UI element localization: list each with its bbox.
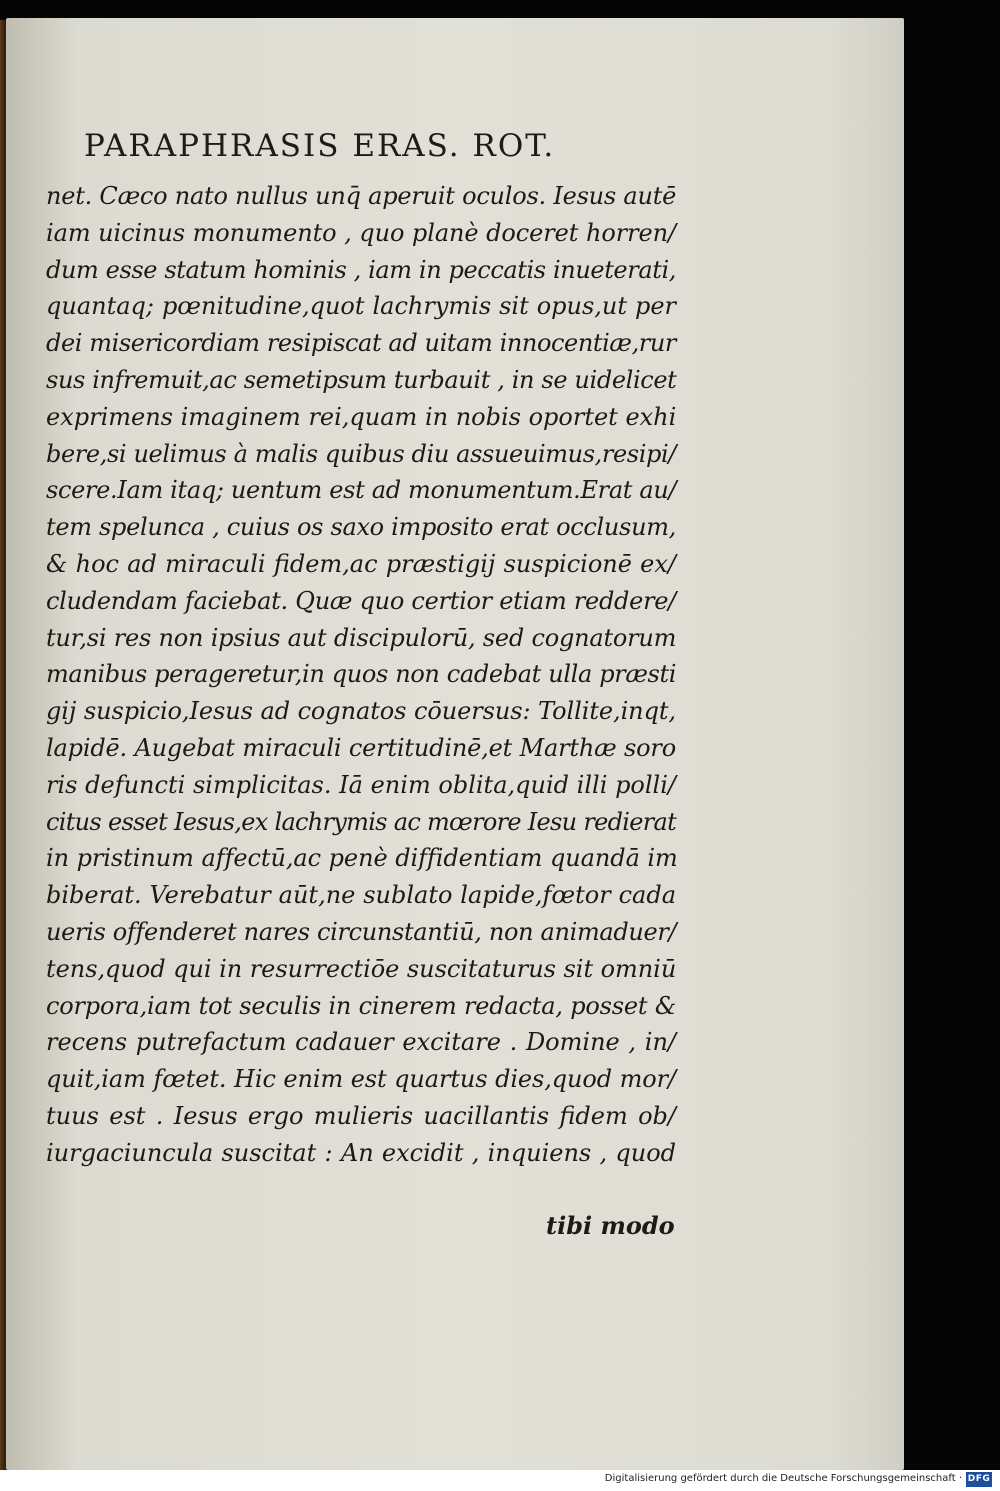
text-line: gij suspicio,Iesus ad cognatos cōuersus: Tollite,inqt, [46, 697, 676, 726]
text-line: corpora,iam tot seculis in cinerem redacta, posset & [46, 991, 676, 1020]
text-line: cludendam faciebat. Quæ quo certior etiam reddere/ [46, 586, 676, 615]
text-line: iam uicinus monumento , quo planè doceret horren/ [46, 218, 676, 247]
text-line: dum esse statum hominis , iam in peccatis inueterati, [46, 255, 676, 284]
text-line: sus infremuit,ac semetipsum turbauit , in se uidelicet [46, 365, 677, 394]
text-line: scere.Iam itaq; uentum est ad monumentum.Erat au/ [46, 476, 677, 505]
footer-bar [0, 1470, 1000, 1491]
text-line: biberat. Verebatur aūt,ne sublato lapide,fœtor cada [46, 881, 676, 910]
text-line: quantaq; pœnitudine,quot lachrymis sit opus,ut per [46, 292, 676, 321]
catchword: tibi modo [546, 1211, 675, 1240]
funding-credit: Digitalisierung gefördert durch die Deutsche Forschungsgemeinschaft · [604, 1473, 962, 1484]
book-page [6, 18, 904, 1470]
text-line: lapidē. Augebat miraculi certitudinē,et Marthæ soro [46, 733, 676, 762]
text-line: tuus est . Iesus ergo mulieris uacillantis fidem ob/ [46, 1101, 676, 1130]
text-line: exprimens imaginem rei,quam in nobis oportet exhi [46, 402, 677, 431]
text-line: manibus perageretur,in quos non cadebat ulla præsti [46, 660, 677, 689]
text-line: in pristinum affectū,ac penè diffidentiam quandā im [46, 844, 678, 873]
dfg-logo: DFG [966, 1472, 992, 1487]
text-line: recens putrefactum cadauer excitare . Domine , in/ [46, 1028, 676, 1057]
text-line: ueris offenderet nares circunstantiū, non animaduer/ [46, 917, 677, 946]
text-line: tem spelunca , cuius os saxo imposito erat occlusum, [46, 513, 676, 542]
text-line: bere,si uelimus à malis quibus diu assueuimus,resipi/ [46, 439, 677, 468]
text-line: iurgaciuncula suscitat : An excidit , inquiens , quod [46, 1138, 676, 1167]
text-line: net. Cæco nato nullus unq̄ aperuit oculos. Iesus autē [46, 182, 677, 210]
text-line: ris defuncti simplicitas. Iā enim oblita,quid illi polli/ [46, 770, 676, 799]
body-text [46, 178, 676, 1172]
text-line: tens,quod qui in resurrectiōe suscitaturus sit omniū [46, 954, 677, 983]
text-line: & hoc ad miraculi fidem,ac præstigij suspicionē ex/ [46, 549, 676, 578]
text-line: citus esset Iesus,ex lachrymis ac mœrore Iesu redierat [46, 807, 677, 836]
text-line: quit,iam fœtet. Hic enim est quartus dies,quod mor/ [46, 1065, 676, 1094]
text-line: tur,si res non ipsius aut discipulorū, sed cognatorum [46, 623, 677, 652]
running-head: PARAPHRASIS ERAS. ROT. [84, 128, 556, 164]
text-line: dei misericordiam resipiscat ad uitam innocentiæ,rur [46, 329, 676, 358]
